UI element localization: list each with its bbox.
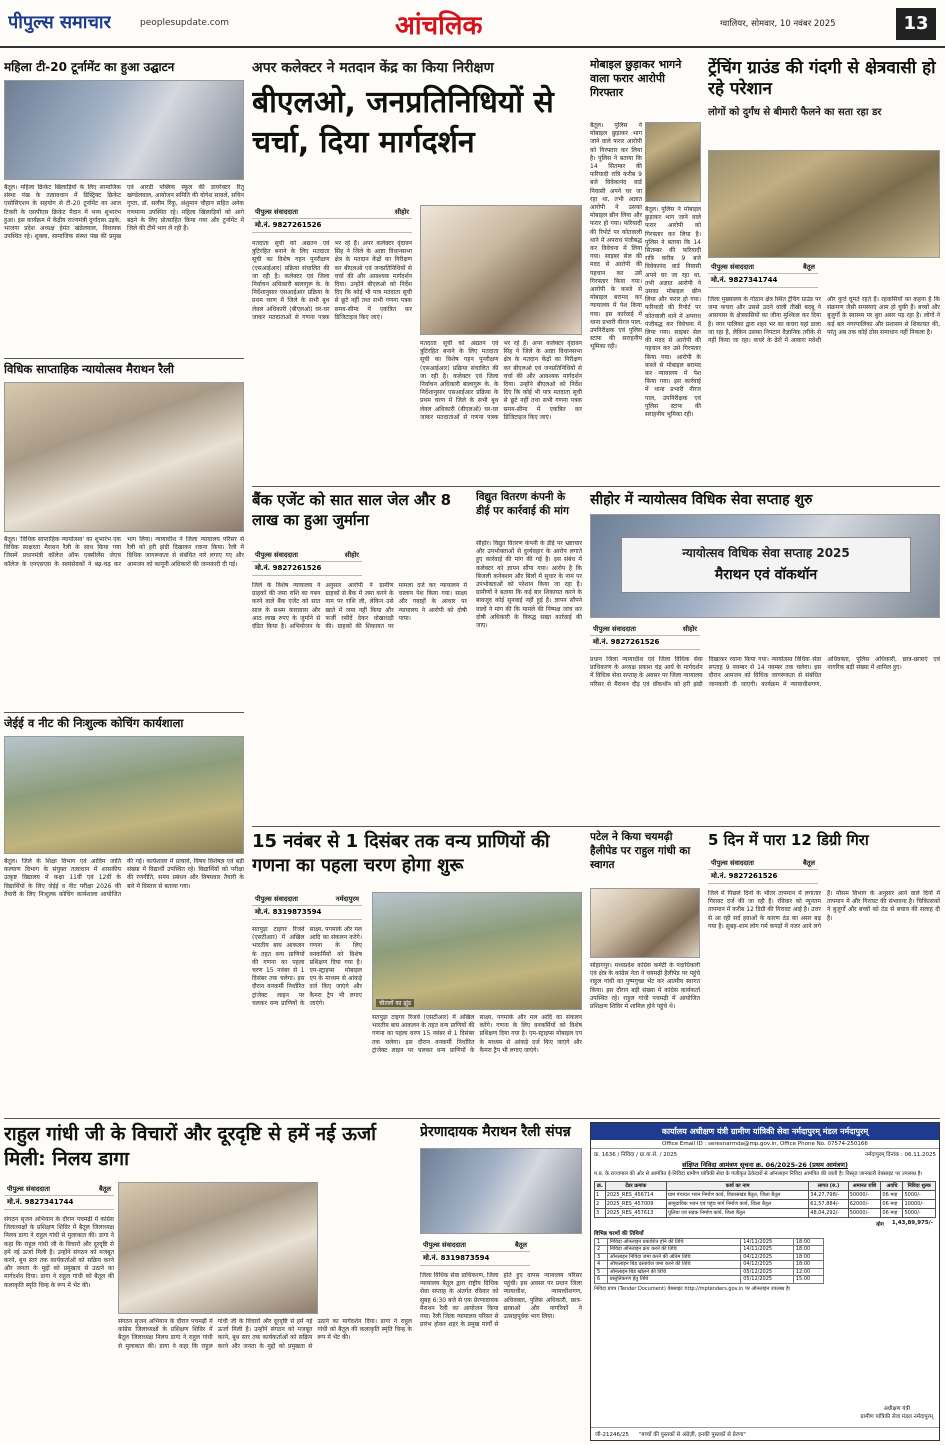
schedule-row <box>595 1261 824 1269</box>
schedule-cell: 2 <box>595 1246 608 1254</box>
tender-cell: 50000/- <box>848 1190 881 1199</box>
schedule-cell: 05/12/2025 <box>741 1268 794 1276</box>
tender-cell: 5000/- <box>903 1208 936 1217</box>
wildlife-mobile: मो.नं. 8319873594 <box>252 906 362 920</box>
trenching-byline-box <box>708 260 818 288</box>
patel-body: सोहागपुर। मध्यप्रदेश कांग्रेस कमेटी के पदाधिकारी एवं क्षेत्र के कांग्रेस नेता ने चयमढ़ी हैलीपेड पर पहुंचे राहुल गांधी का पुष्पगुच्छ भेंट कर आत्मीय स्वागत किया। इस दौरान बड़ी संख्या में कांग्रेस कार्यकर्ता उपस्थित रहे। राहुल गांधी पचमढ़ी में आयोजित प्रशिक्षण शिविर में शामिल होने पहुंचे थे। <box>590 962 700 1011</box>
page-number: 13 <box>896 8 936 40</box>
tender-cell: 2025_RES_457613 <box>605 1208 666 1217</box>
vidhik-rally-photo <box>4 382 244 532</box>
sehore-nyay-banner-line1: न्यायोत्सव विधिक सेवा सप्ताह 2025 <box>682 546 850 560</box>
jee-neet-headline-box <box>4 716 244 734</box>
collector-byline: पीपुल्स संवाददाता <box>255 208 299 216</box>
womens-t20-headline-box <box>4 58 244 78</box>
mobile-thief-headline: मोबाइल छुड़ाकर भागने वाला फरार आरोपी गिरफ्तार <box>590 58 682 99</box>
website[interactable]: peoplesupdate.com <box>140 18 229 28</box>
schedule-cell: 4 <box>595 1261 608 1269</box>
tender-signature: अधीक्षण यंत्री <box>883 1406 910 1412</box>
tender-cell: 06 माह <box>881 1190 903 1199</box>
wildlife-body-cont: सतपुड़ा टाइगर रिजर्व (एसटीआर) में अखिल भारतीय बाघ आकलन के तहत वन्य प्राणियों की गणना का पहला चरण 15 नवंबर से 1 दिसंबर तक चलेगा। इस दौरान वनकर्मी निर्धारित ट्रांजेक्ट लाइन पर चलकर वन्य प्राणियों के साक्ष्य, पगमार्क और मल आदि का संकलन करेंगे। गणना के लिए वनकर्मियों को विशेष प्रशिक्षण दिया गया है। एम-स्ट्राइप्स मोबाइल एप के माध्यम से आंकड़े दर्ज किए जाएंगे और कैमरा ट्रैप भी लगाए जाएंगे। <box>372 1014 582 1054</box>
tender-col-header: लागत (रु.) <box>809 1181 848 1190</box>
wildlife-photo-caption: चीतलों का झुंड <box>376 999 414 1007</box>
masthead <box>0 0 945 48</box>
vidhik-rally-body: बैतूल। 'विधिक साप्ताहिक न्यायोत्सव' का शुभारंभ एक विधिक साक्षरता मैराथन रैली के साथ किया गया जिसमें प्रधानमंत्री कॉलेज ऑफ एक्सीलेंस जेएच कॉलेज के एनएसएस के स्वयंसेवकों ने बढ़-चढ़ कर भाग लिया। न्यायाधीश ने जिला न्यायालय परिसर से रैली को हरी झंडी दिखाकर रवाना किया। रैली में विधिक जागरूकता से संबंधित नारे लगाए गए और आमजन को कानूनी अधिकारों की जानकारी दी गई। <box>4 536 244 568</box>
bank-agent-headline-box <box>252 490 467 546</box>
tender-total-value: 1,43,89,975/- <box>891 1219 933 1226</box>
tender-cell: 5000/- <box>903 1190 936 1199</box>
temperature-headline: 5 दिन में पारा 12 डिग्री गिरा <box>708 831 869 849</box>
mobile-thief-body-cont: बैतूल। पुलिस ने मोबाइल छुड़ाकर भाग जाने वाले फरार आरोपी को गिरफ्तार कर लिया है। पुलिस ने बताया कि 14 सितम्बर की फरियादी रात्रि करीब 9 बजे विवेकानंद वार्ड निवासी अपने घर जा रहा था, तभी अज्ञात आरोपी ने उसका मोबाइल छीन लिया और फरार हो गया। फरियादी की रिपोर्ट पर कोतवाली थाने में अपराध पंजीबद्ध कर विवेचना में लिया गया। साइबर सेल की मदद से आरोपी की पहचान कर उसे गिरफ्तार किया गया। आरोपी के कब्जे से मोबाइल बरामद कर न्यायालय में पेश किया गया। इस कार्रवाई में थाना प्रभारी नीरज पाल, उपनिरीक्षक एवं पुलिस स्टाफ की सराहनीय भूमिका रही। <box>645 206 701 419</box>
tender-row <box>595 1199 936 1208</box>
collector-body-cont: मतदाता सूची को अद्यतन एवं त्रुटिरहित बनाने के लिए मतदाता सूची का विशेष गहन पुनरीक्षण (एसआईआर) प्रक्रिया संचालित की जा रही है। कलेक्टर एवं जिला निर्वाचन अधिकारी बालागुरू के. के निर्देशानुसार एसआईआर प्रक्रिया के प्रथम चरण में जिले के सभी बूथ लेवल अधिकारी (बीएलओ) घर-घर जाकर मतदाताओं से गणना पत्रक भर रहे हैं। अपर कलेक्टर वृंदावन सिंह ने जिले के आष्टा विधानसभा क्षेत्र के मतदान केंद्रों का निरीक्षण कर बीएलओ एवं जनप्रतिनिधियों से चर्चा की और आवश्यक मार्गदर्शन दिया। उन्होंने बीएलओ को निर्देश दिए कि कोई भी पात्र मतदाता सूची से छूटे नहीं तथा सभी गणना पत्रक समय-सीमा में एकत्रित कर डिजिटाइज किए जाएं। <box>420 340 582 421</box>
wildlife-headline-box <box>252 830 582 890</box>
marathon-byline-place: बैतूल <box>515 1241 527 1249</box>
tender-cell: 10000/- <box>903 1199 936 1208</box>
dateline: ग्वालियर, सोमवार, 10 नवंबर 2025 <box>720 19 836 29</box>
mobile-thief-photo <box>645 122 701 202</box>
tender-date: नर्मदापुरम् दिनांक : 06.11.2025 <box>865 1152 936 1158</box>
rahul-daga-byline-box <box>4 1182 114 1210</box>
marathon-photo <box>420 1148 582 1234</box>
temperature-byline: पीपुल्स संवाददाता <box>711 859 755 867</box>
rahul-daga-body: संगठन सृजन अभियान के दौरान पचमढ़ी में कांग्रेस जिलाध्यक्षों के प्रशिक्षण शिविर में बैतूल जिलाध्यक्ष निलय डागा ने राहुल गांधी से मुलाकात की। डागा ने कहा कि राहुल गांधी जी के विचारों और दूरदृष्टि से हमें नई ऊर्जा मिली है। उन्होंने संगठन को मजबूत करने, बूथ स्तर तक कार्यकर्ताओं को सक्रिय करने और जनता के मुद्दों को प्रमुखता से उठाने का मार्गदर्शन दिया। डागा ने राहुल गांधी को बैतूल की कलाकृति स्मृति चिन्ह के रूप में भेंट की। <box>4 1216 114 1289</box>
tender-cell: 06 माह <box>881 1199 903 1208</box>
jee-neet-headline: जेईई व नीट की निःशुल्क कोचिंग कार्यशाला <box>4 716 184 730</box>
collector-mobile: मो.नं. 9827261526 <box>252 219 412 233</box>
schedule-cell: 18:00 <box>793 1253 823 1261</box>
wildlife-byline-box <box>252 892 362 920</box>
tender-col-header: अवधि <box>881 1181 903 1190</box>
vidhik-rally-headline: विधिक साप्ताहिक न्यायोत्सव मैराथन रैली <box>4 362 174 376</box>
sehore-nyay-headline: सीहोर में न्यायोत्सव विधिक सेवा सप्ताह शुरु <box>590 492 813 508</box>
schedule-row <box>595 1246 824 1254</box>
schedule-cell: ऑनलाइन निविदा जमा करने की अंतिम तिथि <box>607 1253 741 1261</box>
tender-office-email: Office Email ID : seresnarmda@mp.gov.in, Office Phone No. 07574-250166 <box>591 1140 939 1149</box>
tender-signature-office: ग्रामीण यांत्रिकी सेवा मंडल नर्मदापुरम् <box>860 1414 933 1420</box>
section-title: आंचलिक <box>395 11 483 41</box>
tender-col-header: क्र. <box>595 1181 606 1190</box>
bank-agent-byline: पीपुल्स संवाददाता <box>255 551 299 559</box>
jee-neet-body: बैतूल। जिले के शिक्षा विभाग एवं आदिम जाति कल्याण विभाग के संयुक्त तत्वाधान में शासकीय उत्कृष्ट विद्यालय में कक्षा 11वीं एवं 12वीं के विद्यार्थियों के लिए जेईई व नीट परीक्षा 2026 की तैयारी के लिए निःशुल्क कोचिंग कार्यशाला आयोजित की गई। कार्यशाला में प्राचार्य, विषय विशेषज्ञ एवं बड़ी संख्या में विद्यार्थी उपस्थित रहे। विद्यार्थियों को परीक्षा की रणनीति, समय प्रबंधन और विषयवार तैयारी के बारे में विस्तार से बताया गया। <box>4 858 244 898</box>
bank-agent-byline-place: सीहोर <box>344 551 359 559</box>
trenching-byline: पीपुल्स संवाददाता <box>711 263 755 271</box>
tender-col-header: कार्य का नाम <box>666 1181 808 1190</box>
bank-agent-body: जिले के विशेष न्यायालय ने ग्राहकों की जमा राशि का गबन करने वाले बैंक एजेंट को सात साल के सश्रम कारावास और आठ लाख रुपए के जुर्माने से दंडित किया है। अभियोजन के अनुसार आरोपी ने ग्रामीण ग्राहकों से बैंक में जमा करने के नाम पर राशि ली, लेकिन उसे खाते में जमा नहीं किया और फर्जी रसीदें देकर धोखाधड़ी की। ग्राहकों की शिकायत पर मामला दर्ज कर न्यायालय में चालान पेश किया गया। साक्ष्य और गवाहों के आधार पर न्यायालय ने आरोपी को दोषी पाया। <box>252 582 467 631</box>
trenching-headline: ट्रेंचिंग ग्राउंड की गंदगी से क्षेत्रवासी हो रहे परेशान <box>708 58 936 99</box>
tender-row <box>595 1208 936 1217</box>
tender-cell: सामुदायिक भवन एवं पहुंच मार्ग निर्माण कार्य, जिला बैतूल <box>666 1199 808 1208</box>
tender-notice <box>590 1122 940 1441</box>
schedule-cell: 12:00 <box>793 1268 823 1276</box>
schedule-cell: 5 <box>595 1268 608 1276</box>
trenching-photo <box>708 150 940 258</box>
vidhik-rally-headline-box <box>4 362 244 380</box>
rahul-daga-mobile: मो.नं. 9827341744 <box>4 1196 114 1210</box>
schedule-cell: 18:00 <box>793 1238 823 1246</box>
rahul-daga-body-cont: संगठन सृजन अभियान के दौरान पचमढ़ी में कांग्रेस जिलाध्यक्षों के प्रशिक्षण शिविर में बैतूल जिलाध्यक्ष निलय डागा ने राहुल गांधी से मुलाकात की। डागा ने कहा कि राहुल गांधी जी के विचारों और दूरदृष्टि से हमें नई ऊर्जा मिली है। उन्होंने संगठन को मजबूत करने, बूथ स्तर तक कार्यकर्ताओं को सक्रिय करने और जनता के मुद्दों को प्रमुखता से उठाने का मार्गदर्शन दिया। डागा ने राहुल गांधी को बैतूल की कलाकृति स्मृति चिन्ह के रूप में भेंट की। <box>118 1318 412 1350</box>
mobile-thief-body: बैतूल। पुलिस ने मोबाइल छुड़ाकर भाग जाने वाले फरार आरोपी को गिरफ्तार कर लिया है। पुलिस ने बताया कि 14 सितम्बर की फरियादी रात्रि करीब 9 बजे विवेकानंद वार्ड निवासी अपने घर जा रहा था, तभी अज्ञात आरोपी ने उसका मोबाइल छीन लिया और फरार हो गया। फरियादी की रिपोर्ट पर कोतवाली थाने में अपराध पंजीबद्ध कर विवेचना में लिया गया। साइबर सेल की मदद से आरोपी की पहचान कर उसे गिरफ्तार किया गया। आरोपी के कब्जे से मोबाइल बरामद कर न्यायालय में पेश किया गया। इस कार्रवाई में थाना प्रभारी नीरज पाल, उपनिरीक्षक एवं पुलिस स्टाफ की सराहनीय भूमिका रही। <box>590 122 642 351</box>
tender-cell: 2 <box>595 1199 606 1208</box>
schedule-cell: 04/12/2025 <box>741 1261 794 1269</box>
sehore-nyay-headline-box <box>590 490 940 512</box>
sehore-nyay-mobile: मो.नं. 9827261526 <box>590 636 700 650</box>
schedule-cell: 6 <box>595 1276 608 1284</box>
wildlife-byline: पीपुल्स संवाददाता <box>255 895 299 903</box>
tender-cell: पुलिया एवं सड़क निर्माण कार्य, जिला बैतूल <box>666 1208 808 1217</box>
tender-col-header: निविदा शुल्क <box>903 1181 936 1190</box>
tender-total-label: योग <box>876 1221 884 1228</box>
schedule-row <box>595 1268 824 1276</box>
sehore-nyay-banner <box>621 537 911 593</box>
tender-cell: 50000/- <box>848 1208 881 1217</box>
womens-t20-body: बैतूल। महिला क्रिकेट खिलाड़ियों के लिए सामाजिक संस्था पंख के तत्वावधान में डिस्ट्रिक्ट क्रिकेट एसोसिएशन के सहयोग से टी-20 टूर्नामेंट का आज टिकरी के एसपीएस क्रिकेट मैदान में भव्य शुभारंभ हुआ। इस कार्यक्रम में केंद्रीय राज्यमंत्री दुर्गादास उइके, भाजपा प्रदेश अध्यक्ष हेमंत खंडेलवाल, विधायक उपस्थित रहे। शुक्ला, सामाजिक संस्था पंख की प्रमुख एवं आरडी पब्लिक स्कूल की डायरेक्टर रितु खण्डेलवाल, आयोजन समिति की योगेश सावले, सचिन गुप्ता, डॉ. सलीम रिंकू, अंशुमान चौहान सहित अनेक गणमान्य उपस्थित रहे। महिला खिलाड़ियों को आगे बढ़ने के लिए प्रोत्साहित किया गया और टूर्नामेंट में जिले की टीमें भाग ले रही हैं। <box>4 184 244 241</box>
jee-neet-photo <box>4 736 244 854</box>
schedule-cell: 14/11/2025 <box>741 1246 794 1254</box>
rahul-daga-byline-place: बैतूल <box>99 1185 111 1193</box>
tender-footer-note[interactable]: निविदा प्रपत्र (Tender Document) वेबसाइट http://mptenders.gov.in पर ऑनलाइन उपलब्ध है। <box>594 1285 791 1292</box>
womens-t20-headline: महिला टी-20 टूर्नामेंट का हुआ उद्घाटन <box>4 60 175 74</box>
schedule-cell: 18:00 <box>793 1246 823 1254</box>
patel-headline: पटेल ने किया चयमढ़ी हैलीपेड पर राहुल गांधी का स्वागत <box>590 831 691 871</box>
tender-notice-title: संक्षिप्त निविदा आमंत्रण सूचना क्र. 06/2025-26 (प्रथम आमंत्रण) <box>682 1161 848 1169</box>
schedule-cell: 15:00 <box>793 1276 823 1284</box>
collector-kicker: अपर कलेक्टर ने मतदान केंद्र का किया निरीक्षण <box>252 60 494 76</box>
womens-t20-photo <box>4 80 244 180</box>
marathon-byline-box <box>420 1238 530 1266</box>
tender-cell: 3 <box>595 1208 606 1217</box>
tender-cell: 48,04,292/- <box>809 1208 848 1217</box>
schedule-cell: ऑनलाइन बिड खोलने की तिथि <box>607 1268 741 1276</box>
tender-cell: ग्राम पंचायत भवन निर्माण कार्य, विकासखंड बैतूल, जिला बैतूल <box>666 1190 808 1199</box>
collector-headline-box <box>252 58 582 198</box>
sehore-nyay-byline: पीपुल्स संवाददाता <box>593 625 637 633</box>
tender-cell: 61,57,884/- <box>809 1199 848 1208</box>
trenching-subhead: लोगों को दुर्गंध से बीमारी फैलने का सता रहा डर <box>708 107 882 118</box>
rahul-daga-photo <box>118 1182 318 1314</box>
tender-cell: 06 माह <box>881 1208 903 1217</box>
schedule-cell: 14/11/2025 <box>741 1238 794 1246</box>
tender-schedule-table <box>594 1238 824 1284</box>
marathon-byline: पीपुल्स संवाददाता <box>423 1241 467 1249</box>
mobile-thief-headline-box <box>590 58 700 118</box>
marathon-mobile: मो.नं. 8319873594 <box>420 1252 530 1266</box>
tender-cell: 2025_RES_457009 <box>605 1199 666 1208</box>
tender-col-header: टेंडर क्रमांक <box>605 1181 666 1190</box>
wildlife-photo <box>372 892 582 1010</box>
schedule-cell: 1 <box>595 1238 608 1246</box>
schedule-row <box>595 1238 824 1246</box>
patel-headline-box <box>590 830 700 886</box>
sehore-nyay-banner-line2: मैराथन एवं वॉकथॉन <box>714 567 818 583</box>
schedule-cell: निविदा ऑनलाइन क्रय करने की तिथि <box>607 1246 741 1254</box>
schedule-cell: 04/12/2025 <box>741 1253 794 1261</box>
tender-cell: 34,27,798/- <box>809 1190 848 1199</box>
temperature-body: जिले में पिछले दिनों के भीतर तापमान में लगातार गिरावट दर्ज की जा रही है। रविवार को न्यूनतम तापमान में करीब 12 डिग्री की गिरावट आई है। उत्तर से आ रही सर्द हवाओं के कारण ठंड का असर बढ़ गया है। सुबह-शाम लोग गर्म कपड़ों में नजर आने लगे हैं। मौसम विभाग के अनुसार आने वाले दिनों में तापमान में और गिरावट की संभावना है। चिकित्सकों ने बुजुर्गों और बच्चों को ठंड से बचाव की सलाह दी है। <box>708 890 940 930</box>
collector-photo <box>420 205 582 335</box>
sehore-nyay-byline-place: सीहोर <box>682 625 697 633</box>
trenching-byline-place: बैतूल <box>803 263 815 271</box>
schedule-row <box>595 1253 824 1261</box>
electricity-headline: विद्युत वितरण कंपनी के डीई पर कार्रवाई की मांग <box>476 491 569 517</box>
paper-name: पीपुल्स समाचार <box>8 12 111 33</box>
tender-schedule-title: विभिन्न चरणों की तिथियाँ <box>594 1230 644 1237</box>
bank-agent-headline: बैंक एजेंट को सात साल जेल और 8 लाख का हुआ जुर्माना <box>252 491 452 529</box>
bank-agent-byline-box <box>252 548 362 576</box>
schedule-cell: 3 <box>595 1253 608 1261</box>
collector-headline: बीएलओ, जनप्रतिनिधियों से चर्चा, दिया मार्गदर्शन <box>252 85 554 160</box>
tender-cell: 2025_RES_456714 <box>605 1190 666 1199</box>
bank-agent-mobile: मो.नं. 9827261526 <box>252 562 362 576</box>
tender-table <box>594 1181 936 1218</box>
marathon-headline: प्रेरणादायक मैराथन रैली संपन्न <box>420 1124 571 1140</box>
electricity-headline-box <box>476 490 582 538</box>
marathon-body: जिला विधिक सेवा प्राधिकरण, जिला न्यायालय बैतूल द्वारा राष्ट्रीय विधिक सेवा सप्ताह के अंतर्गत रविवार को सुबह 6:30 बजे से एक प्रेरणादायक मैराथन रैली का आयोजन किया गया। रैली जिला न्यायालय परिसर से प्रारंभ होकर शहर के प्रमुख मार्गों से होते हुए वापस न्यायालय परिसर पहुंची। इस अवसर पर प्रधान जिला न्यायाधीश, न्यायाधीशगण, अधिवक्ता, पुलिस अधिकारी, छात्र-छात्राओं और नागरिकों ने उत्साहपूर्वक भाग लिया। <box>420 1272 582 1329</box>
patel-photo <box>590 888 700 958</box>
electricity-body: सीहोर। विद्युत वितरण कंपनी के डीई पर भ्रष्टाचार और उपभोक्ताओं से दुर्व्यवहार के आरोप लगाते हुए कार्रवाई की मांग की गई है। इस संबंध में कलेक्टर को ज्ञापन सौंपा गया। आरोप है कि बिजली कनेक्शन और बिलों में सुधार के नाम पर उपभोक्ताओं को परेशान किया जा रहा है। ग्रामीणों ने बताया कि कई बार शिकायत करने के बावजूद कोई सुनवाई नहीं हुई है। ज्ञापन सौंपने वालों ने मांग की कि मामले की निष्पक्ष जांच कर दोषी अधिकारी के विरुद्ध सख्त कार्रवाई की जाए। <box>476 540 582 630</box>
wildlife-headline: 15 नवंबर से 1 दिसंबर तक वन्य प्राणियों की गणना का पहला चरण होगा शुरू <box>252 831 550 876</box>
sehore-nyay-byline-box <box>590 622 700 650</box>
temperature-mobile: मो.नं. 9827261526 <box>708 870 818 884</box>
trenching-body: जिला मुख्यालय के गोठान क्षेत्र स्थित ट्रेंचिंग ग्राउंड पर जमा कचरा और उससे उठने वाली तीखी बदबू ने आसपास के क्षेत्रवासियों का जीना मुश्किल कर दिया है। नगर पालिका द्वारा शहर भर का कचरा यहां डाला जा रहा है, लेकिन उसका निपटान वैज्ञानिक तरीके से नहीं किया जा रहा। कचरे के ढेरों में आवारा मवेशी और कुत्ते घूमते रहते हैं। रहवासियों का कहना है कि संक्रमण जैसी समस्याएं आम हो चुकी हैं। बच्चों और बुजुर्गों के स्वास्थ्य पर बुरा असर पड़ रहा है। लोगों ने कई बार नगरपालिका और प्रशासन से शिकायत की, परंतु अब तक कोई ठोस समाधान नहीं निकला है। <box>708 296 940 345</box>
tender-ref-no: क्र. 1636 / निविदा / ग्रा.या.से. / 2025 <box>594 1152 678 1158</box>
schedule-row <box>595 1276 824 1284</box>
collector-body: मतदाता सूची को अद्यतन एवं त्रुटिरहित बनाने के लिए मतदाता सूची का विशेष गहन पुनरीक्षण (एसआईआर) प्रक्रिया संचालित की जा रही है। कलेक्टर एवं जिला निर्वाचन अधिकारी बालागुरू के. के निर्देशानुसार एसआईआर प्रक्रिया के प्रथम चरण में जिले के सभी बूथ लेवल अधिकारी (बीएलओ) घर-घर जाकर मतदाताओं से गणना पत्रक भर रहे हैं। अपर कलेक्टर वृंदावन सिंह ने जिले के आष्टा विधानसभा क्षेत्र के मतदान केंद्रों का निरीक्षण कर बीएलओ एवं जनप्रतिनिधियों से चर्चा की और आवश्यक मार्गदर्शन दिया। उन्होंने बीएलओ को निर्देश दिए कि कोई भी पात्र मतदाता सूची से छूटे नहीं तथा सभी गणना पत्रक समय-सीमा में एकत्रित कर डिजिटाइज किए जाएं। <box>252 240 412 321</box>
schedule-cell: प्रस्तुतिकरण हेतु तिथि <box>607 1276 741 1284</box>
schedule-cell: 05/12/2025 <box>741 1276 794 1284</box>
tender-cell: 1 <box>595 1190 606 1199</box>
tender-office-title: कार्यालय अधीक्षण यंत्री ग्रामीण यांत्रिकी सेवा नर्मदापुरम् मंडल नर्मदापुरम् <box>591 1123 939 1140</box>
marathon-headline-box <box>420 1122 582 1146</box>
schedule-cell: 18:00 <box>793 1261 823 1269</box>
tender-slogan: "बच्चों की पुस्तकों से अंग्रेज़ी, इनकी पुस्तकों से प्रेरणा" <box>638 1432 746 1438</box>
trenching-mobile: मो.नं. 9827341744 <box>708 274 818 288</box>
wildlife-byline-place: नर्मदापुरम <box>335 895 359 903</box>
collector-byline-place: सीहोर <box>394 208 409 216</box>
schedule-cell: निविदा ऑनलाइन प्रकाशित होने की तिथि <box>607 1238 741 1246</box>
tender-intro: म.प्र. के राज्यपाल की ओर से आमंत्रित ई-निविदा ग्रामीण यांत्रिकी सेवा के पंजीकृत ठेकेदारों से ऑनलाइन निविदा आमंत्रित की जाती है। विस्तृत जानकारी वेबसाइट पर उपलब्ध है। <box>594 1171 923 1177</box>
rahul-daga-byline: पीपुल्स संवाददाता <box>7 1185 51 1193</box>
temperature-byline-box <box>708 856 818 884</box>
rahul-daga-headline: राहुल गांधी जी के विचारों और दूरदृष्टि से हमें नई ऊर्जा मिली: निलय डागा <box>4 1123 377 1170</box>
tender-code: जी-21246/25 <box>595 1432 629 1438</box>
sehore-nyay-body: प्रधान जिला न्यायाधीश एवं जिला विधिक सेवा प्राधिकरण के अध्यक्ष प्रकाश चंद्र आर्य के मार्गदर्शन में विधिक सेवा सप्ताह के अवसर पर जिला न्यायालय परिसर से मैराथन दौड़ एवं वॉकथॉन को हरी झंडी दिखाकर रवाना किया गया। न्यायोत्सव विधिक सेवा सप्ताह 9 नवम्बर से 14 नवम्बर तक चलेगा। इस दौरान आमजन को विधिक जागरूकता से संबंधित जानकारी दी जाएगी। कार्यक्रम में न्यायाधीशगण, अधिवक्ता, पुलिस अधिकारी, छात्र-छात्राएं एवं नागरिक बड़ी संख्या में शामिल हुए। <box>590 656 940 688</box>
tender-col-header: अमानत राशि <box>848 1181 881 1190</box>
temperature-byline-place: बैतूल <box>803 859 815 867</box>
schedule-cell: ऑफलाइन बिड दस्तावेज जमा करने की तिथि <box>607 1261 741 1269</box>
collector-byline-box <box>252 205 412 233</box>
wildlife-body: सतपुड़ा टाइगर रिजर्व (एसटीआर) में अखिल भारतीय बाघ आकलन के तहत वन्य प्राणियों की गणना का पहला चरण 15 नवंबर से 1 दिसंबर तक चलेगा। इस दौरान वनकर्मी निर्धारित ट्रांजेक्ट लाइन पर चलकर वन्य प्राणियों के साक्ष्य, पगमार्क और मल आदि का संकलन करेंगे। गणना के लिए वनकर्मियों को विशेष प्रशिक्षण दिया गया है। एम-स्ट्राइप्स मोबाइल एप के माध्यम से आंकड़े दर्ज किए जाएंगे और कैमरा ट्रैप भी लगाए जाएंगे। <box>252 926 362 1007</box>
trenching-headline-box <box>708 58 940 148</box>
sehore-nyay-photo <box>590 514 940 618</box>
rahul-daga-headline-box <box>4 1122 412 1178</box>
tender-cell: 62000/- <box>848 1199 881 1208</box>
tender-row <box>595 1190 936 1199</box>
temperature-headline-box <box>708 830 940 854</box>
